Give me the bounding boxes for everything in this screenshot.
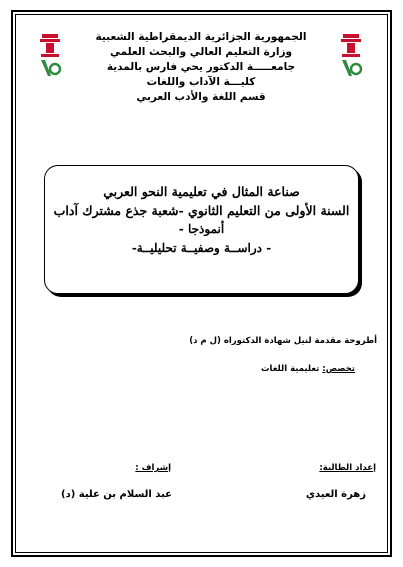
title-line: - دراســة وصفيــة تحليليــة- [131,241,272,255]
specialty [261,364,355,374]
student-name: زهرة العيدي [305,489,366,500]
supervisor [47,489,172,500]
university-logo-icon [38,34,62,78]
preparation-label: إعداد الطالبة: [319,463,376,473]
thesis-description: أطروحة مقدمة لنيل شهادة الدكتوراه (ل م د) [189,336,377,346]
department-name: قسم اللغة والأدب العربي [136,91,266,103]
institution-header [70,30,332,105]
university-logo-icon [339,34,363,78]
title-line: أنموذجا - [178,222,225,236]
title-line: السنة الأولى من التعليم الثانوي -شعبة جذع مشترك آداب [53,203,350,218]
thesis-title-box [44,165,359,294]
ministry-name: وزارة التعليم العالي والبحث العلمي [109,46,293,58]
country-name: الجمهورية الجزائرية الديمقراطية الشعبية [95,31,307,43]
supervision-label: إشراف : [135,463,171,473]
specialty-label: تخصص: [322,364,355,374]
specialty-value: تعليمية اللغات [261,364,320,374]
title-line: صناعة المثال في تعليمية النحو العربي [103,184,300,199]
university-name: جامعـــــة الدكتور يحي فارس بالمدية [106,61,296,73]
supervisor-name: عبد السلام بن علية [78,489,172,500]
faculty-name: كليـــة الآداب واللغات [146,76,256,88]
supervisor-title: (د) [61,489,76,500]
